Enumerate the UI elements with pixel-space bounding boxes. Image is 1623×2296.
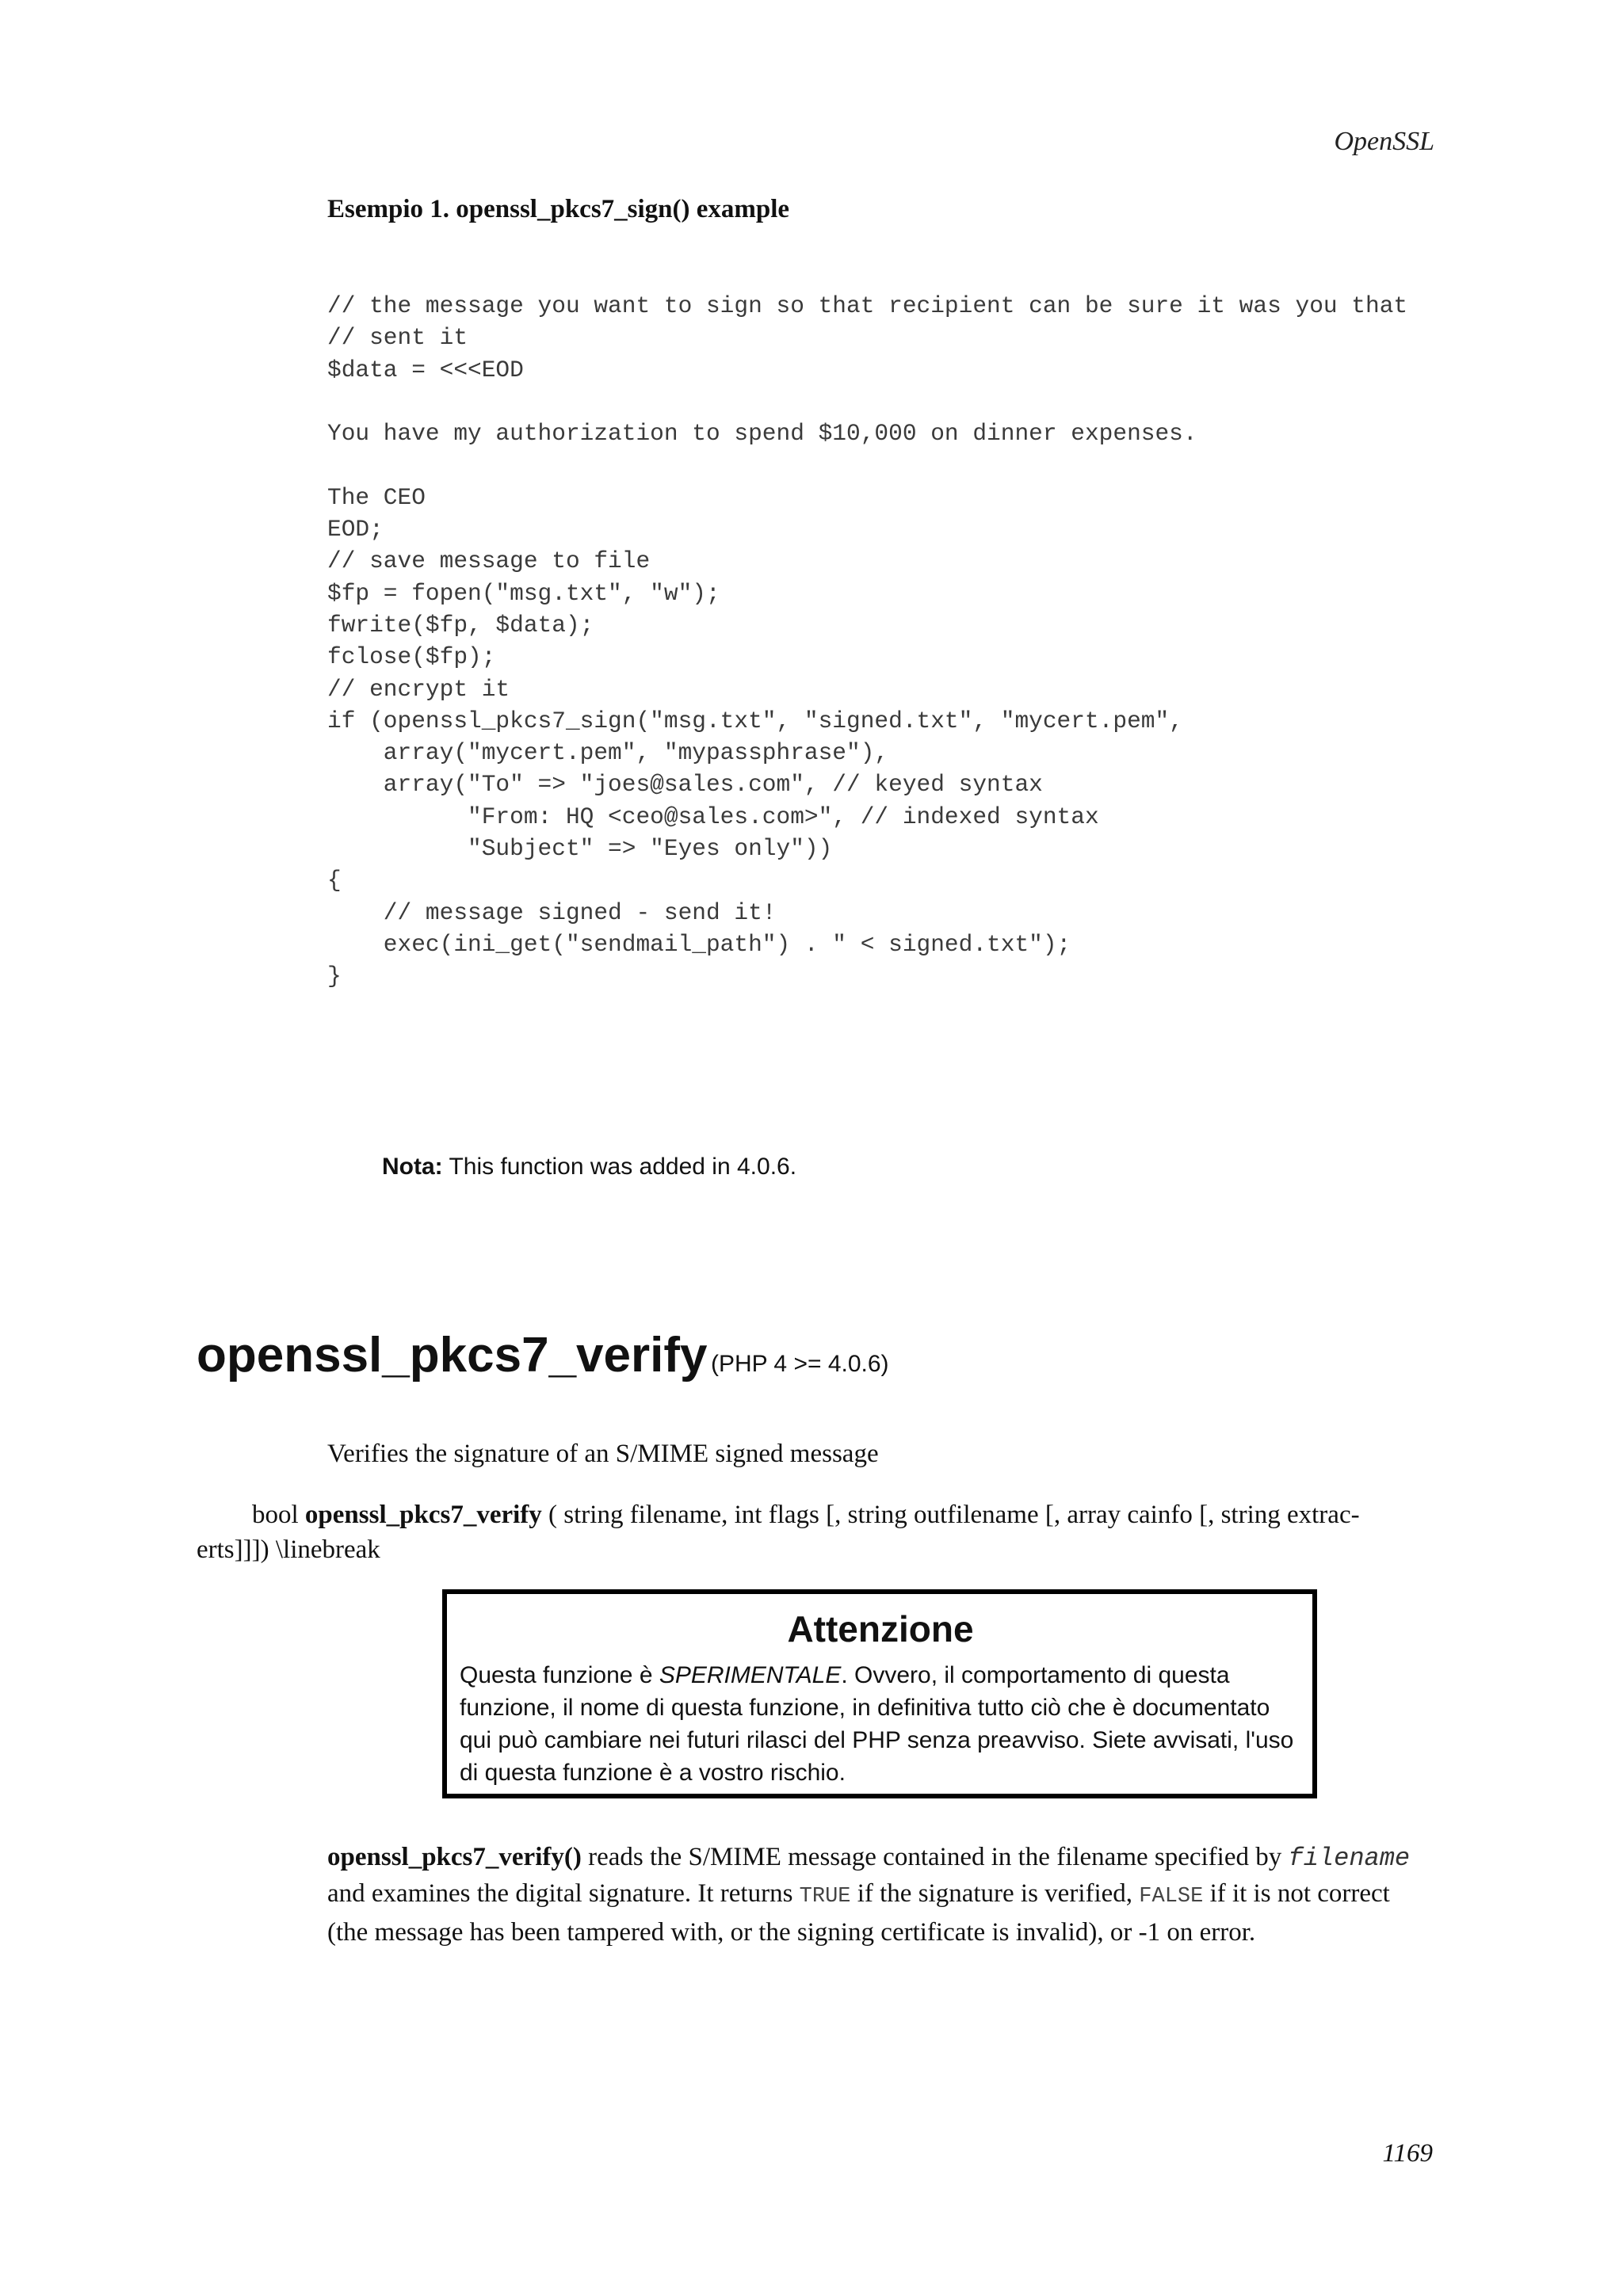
function-version: (PHP 4 >= 4.0.6): [710, 1351, 889, 1377]
warning-text: [460, 1659, 1301, 1789]
description-function-name: openssl_pkcs7_verify(): [327, 1843, 582, 1871]
description-text: if the signature is verified,: [850, 1879, 1140, 1908]
function-synopsis: [197, 1497, 1433, 1567]
description-text: if it is not correct (the message has been tampered with, or the signing certificate is invalid), or -1 on error.: [327, 1879, 1390, 1947]
warning-emphasis: SPERIMENTALE: [659, 1662, 842, 1688]
constant-false: FALSE: [1139, 1885, 1204, 1909]
example-title: Esempio 1. openssl_pkcs7_sign() example: [327, 195, 790, 223]
page-number: 1169: [1382, 2139, 1433, 2168]
note-label: Nota:: [382, 1154, 443, 1180]
code-example: // the message you want to sign so that recipient can be sure it was you that // sent it $data = <<<EOD You have my authorization to spend $10,000 on dinner expenses. The CEO EOD; // save message to file $fp = fopen("msg.txt", "w"); fwrite($fp, $data); fclose($fp); // encrypt it if (openssl_pkcs7_sign("msg.txt", "signed.txt", "mycert.pem", array("mycert.pem", "mypassphrase"), array("To" => "joes@sales.com", // keyed syntax "From: HQ <ceo@sales.com>", // indexed syntax "Subject" => "Eyes only")) { // message signed - send it! exec(ini_get("sendmail_path") . " < signed.txt"); }: [327, 292, 1408, 990]
warning-box: [442, 1589, 1317, 1798]
note-text: This function was added in 4.0.6.: [442, 1154, 797, 1180]
description-text: reads the S/MIME message contained in the filename specified by: [581, 1843, 1289, 1871]
warning-text-part: Questa funzione è: [460, 1662, 659, 1688]
function-purpose: Verifies the signature of an S/MIME signed message: [327, 1440, 879, 1468]
description-text: and examines the digital signature. It returns: [327, 1879, 800, 1908]
synopsis-return-type: bool: [252, 1501, 305, 1529]
synopsis-line-2: erts]]]) \linebreak: [197, 1535, 380, 1564]
warning-title: Attenzione: [787, 1608, 974, 1650]
synopsis-params: ( string filename, int flags [, string outfilename [, array cainfo [, string extrac-: [541, 1501, 1360, 1529]
warning-text-part: . Ovvero, il comportamento di questa funzione, il nome di questa funzione, in definitiva tutto ciò che è documentato qui può cambiare nei futuri rilasci del PHP senza preavviso. Siete avvisati, l'uso di questa funzione è a vostro rischio.: [460, 1662, 1294, 1786]
function-heading: [197, 1327, 889, 1383]
function-name: openssl_pkcs7_verify: [197, 1328, 708, 1383]
synopsis-function-name: openssl_pkcs7_verify: [304, 1501, 542, 1529]
function-description: [327, 1840, 1437, 1951]
synopsis-line-1: [197, 1497, 1433, 1532]
running-header: OpenSSL: [1334, 127, 1434, 156]
note: [382, 1154, 796, 1180]
parameter-name: filename: [1288, 1844, 1411, 1873]
constant-true: TRUE: [799, 1885, 851, 1909]
